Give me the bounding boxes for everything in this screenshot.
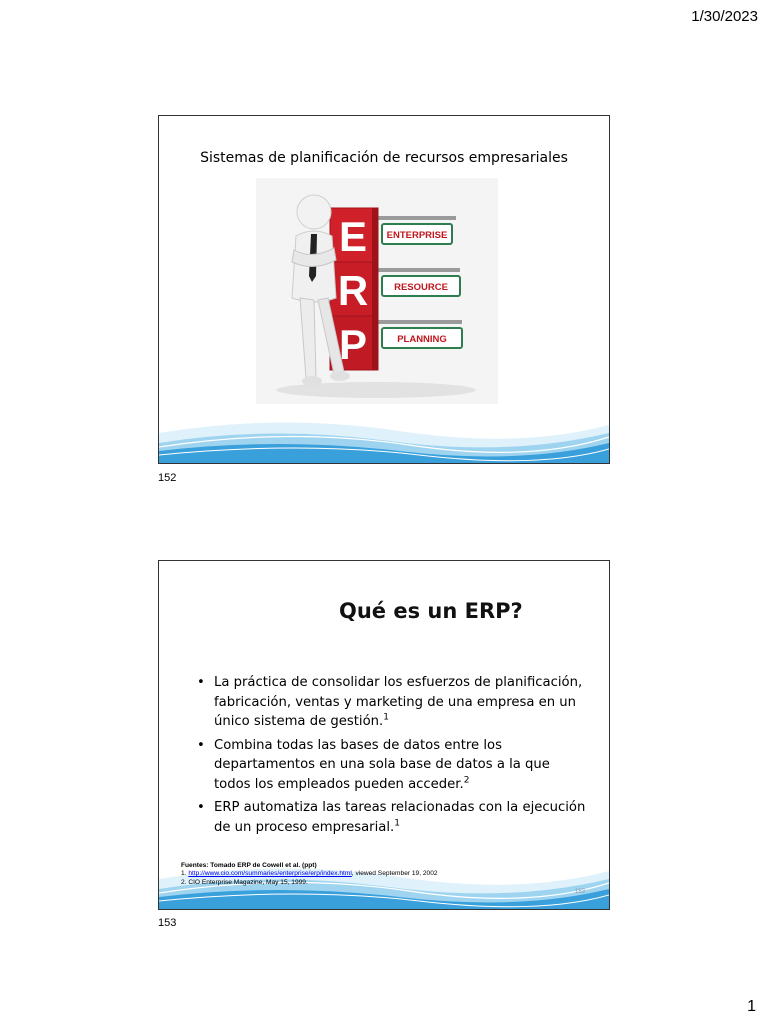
sign-pole-1 (374, 216, 456, 220)
slide-title: Qué es un ERP? (339, 599, 523, 623)
sign-enterprise-text: ENTERPRISE (386, 230, 448, 241)
source-link[interactable]: http://www.cio.com/summaries/enterprise/erp/index.html (188, 870, 352, 878)
sources-title: Fuentes: Tomado ERP de Cowell et al. (ppt) (181, 862, 317, 869)
letter-r: R (337, 267, 369, 314)
source-line-2: 2. CIO Enterprise Magazine, May 15, 1999. (181, 878, 308, 886)
bullet-item: • ERP automatiza las tareas relacionadas con la ejecución de un proceso empresarial.$^1$ (197, 798, 587, 837)
bullet-item: • La práctica de consolidar los esfuerzos de planificación, fabricación, ventas y marketing de una empresa en un único sistema de gestión.$^1$ (197, 673, 587, 732)
sign-resource-text: RESOURCE (394, 282, 448, 293)
letter-p: P (338, 321, 368, 368)
slide-title: Sistemas de planificación de recursos empresariales (200, 150, 568, 166)
bullet-list (197, 673, 587, 841)
erp-illustration (256, 178, 498, 404)
slide-153 (158, 560, 610, 910)
slide-152 (158, 115, 610, 464)
page-number: 1 (747, 998, 756, 1015)
bullet-item: • Combina todas las bases de datos entre los departamentos en una sola base de datos a la que todos los empleados pueden acceder.$^2$ (197, 736, 587, 795)
slide-inner-number: 153 (574, 889, 585, 895)
sources (181, 862, 438, 887)
source-line-1: 1. http://www.cio.com/summaries/enterprise/erp/index.html, viewed September 19, 2002 (181, 870, 438, 878)
letter-e: E (338, 213, 368, 260)
page-date: 1/30/2023 (691, 8, 758, 25)
wave-decoration (159, 403, 609, 463)
slide-label-152: 152 (158, 472, 177, 484)
sign-planning-text: PLANNING (397, 334, 447, 345)
slide-label-153: 153 (158, 917, 177, 929)
sign-pole-3 (374, 320, 462, 324)
sign-pole-2 (374, 268, 460, 272)
